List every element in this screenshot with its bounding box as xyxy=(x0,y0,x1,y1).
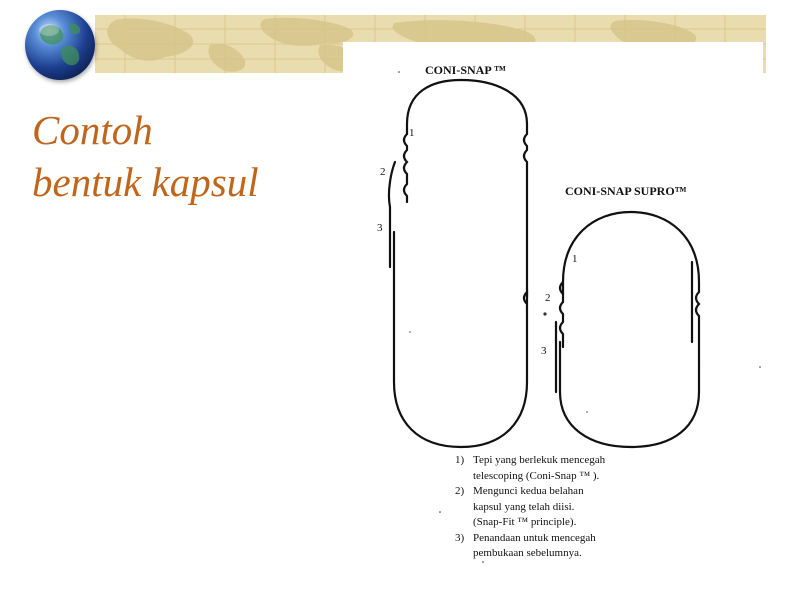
capsule-large-label: CONI-SNAP ™ xyxy=(425,63,507,77)
legend-line: pembukaan sebelumnya. xyxy=(473,547,582,559)
title-line-1: Contoh xyxy=(32,107,153,153)
large-marker-3: 3 xyxy=(377,222,383,234)
title-line-2: bentuk kapsul xyxy=(32,159,259,205)
legend-marker: 1) xyxy=(455,454,465,466)
legend-item-1 xyxy=(455,453,755,484)
legend-line: Penandaan untuk mencegah xyxy=(473,531,596,544)
capsule-small-label: CONI-SNAP SUPRO™ xyxy=(565,184,687,198)
supro-body xyxy=(560,342,699,447)
small-marker-2: 2 xyxy=(545,292,551,304)
legend-marker: 3) xyxy=(455,531,465,544)
supro-cap-left-wall xyxy=(560,302,563,347)
legend-item-2 xyxy=(455,484,755,531)
legend-line: Tepi yang berlekuk mencegah xyxy=(473,454,606,466)
slide-title xyxy=(32,104,259,208)
coni-snap-supro-capsule xyxy=(556,212,699,447)
coni-snap-cap-left-wall xyxy=(404,134,407,202)
coni-snap-cap xyxy=(407,80,527,234)
small-marker-1: 1 xyxy=(572,253,578,265)
legend-line: (Snap-Fit ™ principle). xyxy=(473,516,577,528)
large-marker-2: 2 xyxy=(380,166,386,178)
legend-line: telescoping (Coni-Snap ™ ). xyxy=(473,469,600,482)
supro-cap xyxy=(563,212,699,362)
small-marker-3: 3 xyxy=(541,345,547,357)
legend-marker: 2) xyxy=(455,485,465,497)
large-marker-1: 1 xyxy=(409,127,415,139)
legend-line: Mengunci kedua belahan xyxy=(473,485,584,497)
globe-icon xyxy=(25,10,95,80)
legend-line: kapsul yang telah diisi. xyxy=(473,500,575,513)
coni-snap-body xyxy=(394,232,527,447)
diagram-legend xyxy=(455,453,755,562)
legend-item-3 xyxy=(455,531,755,562)
coni-snap-cap-lip xyxy=(389,162,395,207)
